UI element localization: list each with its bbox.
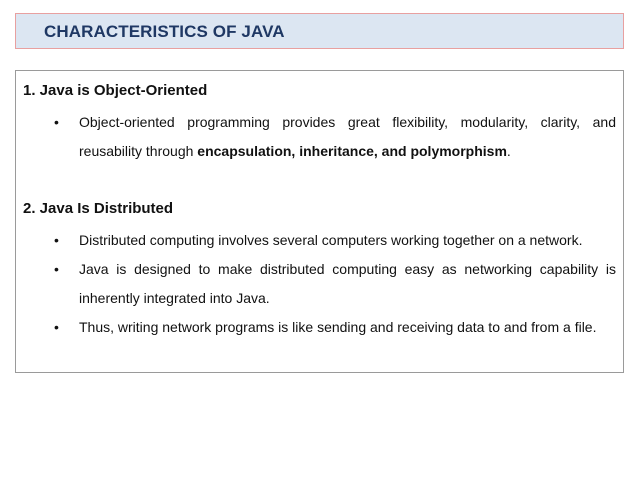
bullet-dot: • <box>54 232 59 248</box>
bullet-text-part: . <box>506 143 511 159</box>
bullet-item-distributed-computing <box>54 226 616 255</box>
bullet-dot: • <box>54 319 59 335</box>
bullet-dot: • <box>54 261 59 277</box>
section-heading-object-oriented: 1. Java is Object-Oriented <box>23 82 208 99</box>
bullet-text-bold: encapsulation, inheritance, and polymorphism <box>197 143 507 159</box>
content-box <box>15 70 624 373</box>
bullet-text: Distributed computing involves several computers working together on a network. <box>79 232 583 248</box>
bullet-item-object-oriented <box>54 108 616 166</box>
bullet-item-network-programs <box>54 313 616 342</box>
page-title: CHARACTERISTICS OF JAVA <box>44 22 285 41</box>
bullet-text <box>79 108 616 166</box>
bullet-item-java-designed <box>54 255 616 313</box>
title-bar <box>15 13 624 49</box>
bullet-text: Thus, writing network programs is like sending and receiving data to and from a file. <box>79 319 597 335</box>
section-heading-distributed: 2. Java Is Distributed <box>23 200 174 217</box>
bullet-text-part: Object-oriented programming provides great flexibility, modularity, clarity, and reusability through <box>79 114 616 159</box>
bullet-text: Java is designed to make distributed computing easy as networking capability is inherently integrated into Java. <box>79 261 616 306</box>
bullet-dot: • <box>54 114 59 130</box>
